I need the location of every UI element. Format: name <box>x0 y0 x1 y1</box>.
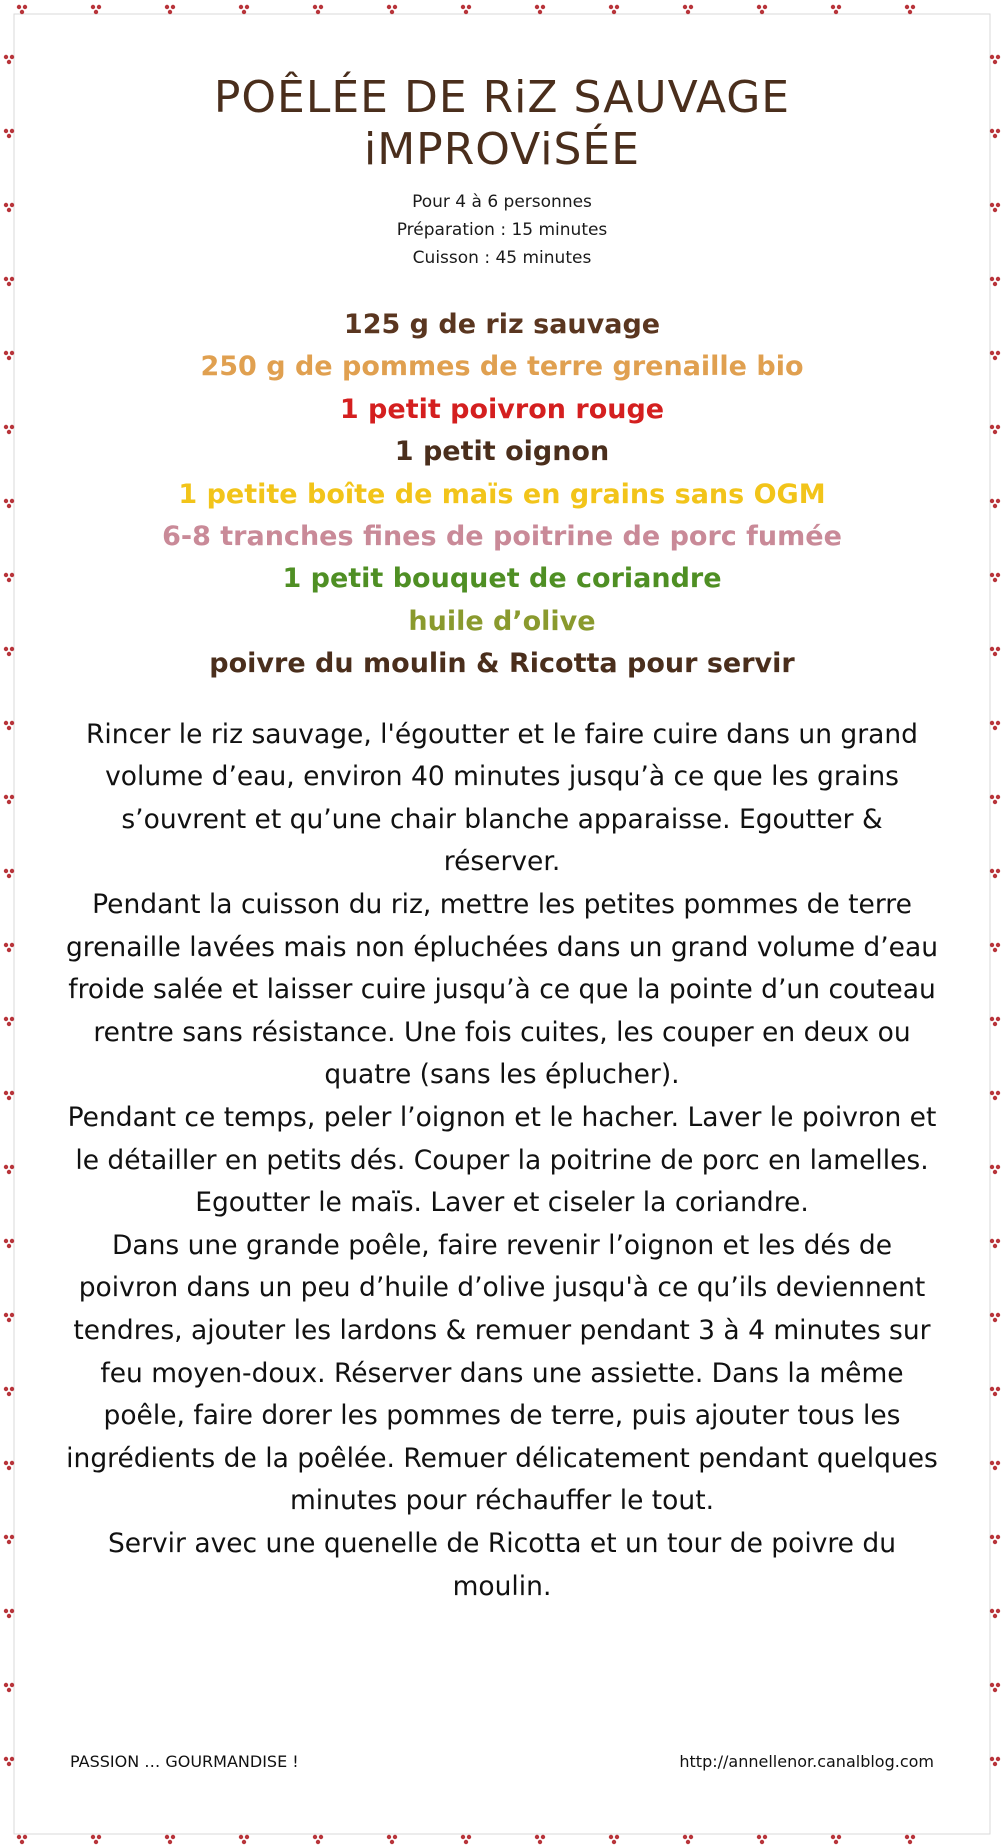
border-dot <box>10 1165 14 1169</box>
border-dot <box>467 5 471 9</box>
servings-text: Pour 4 à 6 personnes <box>412 192 592 212</box>
border-dot <box>993 578 997 582</box>
border-dot <box>612 10 616 14</box>
border-dot <box>996 1239 1000 1243</box>
border-dot <box>4 721 8 725</box>
border-dot <box>10 1535 14 1539</box>
border-dot <box>168 10 172 14</box>
border-dot <box>993 1466 997 1470</box>
border-dot <box>165 1835 169 1839</box>
border-dot <box>390 1840 394 1844</box>
border-dot <box>993 504 997 508</box>
border-dot <box>908 10 912 14</box>
border-dot <box>993 874 997 878</box>
border-dot <box>464 10 468 14</box>
border-dot <box>4 1757 8 1761</box>
border-dot <box>10 1609 14 1613</box>
border-dot <box>763 1835 767 1839</box>
border-dot <box>993 356 997 360</box>
border-dot <box>993 60 997 64</box>
border-dot <box>686 1840 690 1844</box>
border-dot <box>996 795 1000 799</box>
border-dot <box>10 1017 14 1021</box>
footer-tagline: PASSION … GOURMANDISE ! <box>70 1752 299 1771</box>
border-dot <box>10 351 14 355</box>
border-dot <box>10 55 14 59</box>
border-dot <box>996 1683 1000 1687</box>
border-dot <box>760 10 764 14</box>
border-dot <box>993 282 997 286</box>
border-dot <box>990 647 994 651</box>
border-dot <box>990 573 994 577</box>
border-dot <box>990 1313 994 1317</box>
border-dot <box>689 5 693 9</box>
border-dot <box>990 1017 994 1021</box>
border-dot <box>10 869 14 873</box>
border-dot <box>757 5 761 9</box>
border-dot <box>990 1165 994 1169</box>
border-dot <box>387 1835 391 1839</box>
border-dot <box>313 5 317 9</box>
border-dot <box>996 425 1000 429</box>
border-dot <box>609 5 613 9</box>
border-dot <box>10 425 14 429</box>
border-dot <box>7 356 11 360</box>
border-dot <box>996 1017 1000 1021</box>
border-dot <box>7 134 11 138</box>
border-dot <box>993 1540 997 1544</box>
border-dot <box>461 1835 465 1839</box>
border-dot <box>467 1835 471 1839</box>
border-dot <box>17 5 21 9</box>
border-dot <box>996 1535 1000 1539</box>
border-dot <box>996 1461 1000 1465</box>
border-dot <box>4 203 8 207</box>
border-dot <box>319 1835 323 1839</box>
border-dot <box>538 10 542 14</box>
border-dot <box>831 5 835 9</box>
border-dot <box>541 5 545 9</box>
border-dot <box>993 948 997 952</box>
border-dot <box>4 351 8 355</box>
border-dot <box>10 499 14 503</box>
border-dot <box>996 1757 1000 1761</box>
ingredient-item: 6-8 tranches fines de poitrine de porc fumée <box>162 521 842 553</box>
border-dot <box>171 1835 175 1839</box>
border-dot <box>760 1840 764 1844</box>
recipe-meta <box>40 188 964 272</box>
border-dot <box>990 1535 994 1539</box>
border-dot <box>993 800 997 804</box>
border-dot <box>7 1244 11 1248</box>
border-dot <box>313 1835 317 1839</box>
border-dot <box>10 721 14 725</box>
border-dot <box>993 1244 997 1248</box>
border-dot <box>316 10 320 14</box>
border-dot <box>10 1239 14 1243</box>
border-dot <box>17 1835 21 1839</box>
border-dot <box>996 1313 1000 1317</box>
border-dot <box>996 647 1000 651</box>
border-dot <box>4 869 8 873</box>
border-dot <box>689 1835 693 1839</box>
border-dot <box>165 5 169 9</box>
border-dot <box>4 1535 8 1539</box>
border-dot <box>990 1757 994 1761</box>
border-dot <box>4 943 8 947</box>
border-dot <box>10 795 14 799</box>
border-dot <box>908 1840 912 1844</box>
border-dot <box>7 1392 11 1396</box>
border-dot <box>996 277 1000 281</box>
border-dot <box>990 869 994 873</box>
border-dot <box>763 5 767 9</box>
border-dot <box>535 5 539 9</box>
border-dot <box>535 1835 539 1839</box>
border-dot <box>10 1683 14 1687</box>
border-dot <box>393 5 397 9</box>
cook-time-text: Cuisson : 45 minutes <box>412 248 592 268</box>
border-dot <box>996 351 1000 355</box>
border-dot <box>990 721 994 725</box>
border-dot <box>996 499 1000 503</box>
border-dot <box>990 1683 994 1687</box>
border-dot <box>990 351 994 355</box>
border-dot <box>7 60 11 64</box>
instructions <box>62 714 942 1608</box>
border-dot <box>4 1313 8 1317</box>
border-dot <box>990 943 994 947</box>
border-dot <box>7 652 11 656</box>
border-dot <box>239 5 243 9</box>
border-dot <box>245 5 249 9</box>
border-dot <box>10 1313 14 1317</box>
border-dot <box>7 1614 11 1618</box>
border-dot <box>831 1835 835 1839</box>
border-dot <box>990 203 994 207</box>
border-dot <box>319 5 323 9</box>
border-dot <box>683 5 687 9</box>
border-dot <box>4 1239 8 1243</box>
border-dot <box>757 1835 761 1839</box>
border-dot <box>10 1461 14 1465</box>
border-dot <box>837 5 841 9</box>
border-dot <box>911 1835 915 1839</box>
border-dot <box>4 129 8 133</box>
border-dot <box>990 1091 994 1095</box>
border-dot <box>686 10 690 14</box>
border-dot <box>7 1762 11 1766</box>
ingredient-item: huile d’olive <box>408 605 596 637</box>
border-dot <box>4 425 8 429</box>
border-dot <box>996 1165 1000 1169</box>
border-dot <box>993 1688 997 1692</box>
border-dot <box>7 578 11 582</box>
border-dot <box>993 1022 997 1026</box>
border-dot <box>996 721 1000 725</box>
recipe-title <box>40 72 964 176</box>
border-dot <box>171 5 175 9</box>
border-dot <box>990 277 994 281</box>
border-dot <box>7 1540 11 1544</box>
border-dot <box>7 1022 11 1026</box>
recipe-card <box>40 40 964 1808</box>
border-dot <box>4 795 8 799</box>
border-dot <box>4 573 8 577</box>
border-dot <box>996 55 1000 59</box>
border-dot <box>996 943 1000 947</box>
border-dot <box>7 1466 11 1470</box>
border-dot <box>996 129 1000 133</box>
ingredient-item: poivre du moulin & Ricotta pour servir <box>209 648 795 680</box>
border-dot <box>10 647 14 651</box>
border-dot <box>993 208 997 212</box>
border-dot <box>993 1096 997 1100</box>
border-dot <box>911 5 915 9</box>
border-dot <box>541 1835 545 1839</box>
border-dot <box>242 1840 246 1844</box>
border-dot <box>996 573 1000 577</box>
border-dot <box>990 129 994 133</box>
border-dot <box>23 1835 27 1839</box>
border-dot <box>4 1461 8 1465</box>
border-dot <box>990 1461 994 1465</box>
border-dot <box>7 726 11 730</box>
border-dot <box>996 1387 1000 1391</box>
border-dot <box>20 1840 24 1844</box>
border-dot <box>996 869 1000 873</box>
instruction-paragraph: Servir avec une quenelle de Ricotta et un tour de poivre du moulin. <box>107 1527 897 1602</box>
ingredient-item: 125 g de riz sauvage <box>343 309 661 340</box>
border-dot <box>834 10 838 14</box>
border-dot <box>996 1609 1000 1613</box>
instruction-paragraph: Dans une grande poêle, faire revenir l’oignon et les dés de poivron dans un peu d’huile d’olive jusqu'à ce qu’ils deviennent tendres, ajouter les lardons & remuer pendant 3 à 4 minutes sur feu moyen-doux. Réserver dans une assiette. Dans la même poêle, faire dorer les pommes de terre, puis ajouter tous les ingrédients de la poêlée. Remuer délicatement pendant quelques minutes pour réchauffer le tout. <box>66 1229 938 1517</box>
border-dot <box>242 10 246 14</box>
border-dot <box>10 573 14 577</box>
border-dot <box>7 1096 11 1100</box>
border-dot <box>996 203 1000 207</box>
instruction-paragraph: Rincer le riz sauvage, l'égoutter et le faire cuire dans un grand volume d’eau, environ 40 minutes jusqu’à ce que les grains s’ouvrent et qu’une chair blanche apparaisse. Egoutter & réserver. <box>86 718 918 878</box>
border-dot <box>10 203 14 207</box>
ingredient-item: 1 petit poivron rouge <box>339 393 665 425</box>
border-dot <box>7 430 11 434</box>
border-dot <box>239 1835 243 1839</box>
ingredient-item: 1 petit bouquet de coriandre <box>282 563 722 595</box>
border-dot <box>990 55 994 59</box>
border-dot <box>834 1840 838 1844</box>
border-dot <box>996 1091 1000 1095</box>
border-dot <box>94 1840 98 1844</box>
border-dot <box>837 1835 841 1839</box>
border-dot <box>7 1170 11 1174</box>
border-dot <box>993 652 997 656</box>
border-dot <box>10 1387 14 1391</box>
border-dot <box>993 1170 997 1174</box>
recipe-title-line-2: iMPROViSÉE <box>363 124 641 175</box>
ingredient-item: 1 petit oignon <box>394 436 610 468</box>
border-dot <box>464 1840 468 1844</box>
border-dot <box>7 504 11 508</box>
border-dot <box>387 5 391 9</box>
border-dot <box>20 10 24 14</box>
border-dot <box>905 1835 909 1839</box>
page-footer <box>70 1752 934 1771</box>
border-dot <box>4 277 8 281</box>
border-dot <box>4 499 8 503</box>
border-dot <box>10 129 14 133</box>
border-dot <box>4 1091 8 1095</box>
border-dot <box>993 1318 997 1322</box>
footer-url: http://annellenor.canalblog.com <box>679 1752 934 1771</box>
border-dot <box>4 1609 8 1613</box>
border-dot <box>4 1165 8 1169</box>
border-dot <box>94 10 98 14</box>
border-dot <box>993 1762 997 1766</box>
border-dot <box>393 1835 397 1839</box>
border-dot <box>91 5 95 9</box>
border-dot <box>97 5 101 9</box>
ingredient-item: 1 petite boîte de maïs en grains sans OGM <box>178 478 826 510</box>
border-dot <box>7 948 11 952</box>
ingredient-item: 250 g de pommes de terre grenaille bio <box>200 351 804 383</box>
border-dot <box>245 1835 249 1839</box>
border-dot <box>990 1609 994 1613</box>
border-dot <box>10 943 14 947</box>
border-dot <box>4 55 8 59</box>
border-dot <box>538 1840 542 1844</box>
border-dot <box>993 430 997 434</box>
border-dot <box>993 726 997 730</box>
border-dot <box>4 647 8 651</box>
border-dot <box>990 795 994 799</box>
border-dot <box>4 1683 8 1687</box>
instruction-paragraph: Pendant ce temps, peler l’oignon et le hacher. Laver le poivron et le détailler en petits dés. Couper la poitrine de porc en lamelles. Egoutter le maïs. Laver et ciseler la coriandre. <box>67 1102 937 1219</box>
border-dot <box>390 10 394 14</box>
border-dot <box>993 1614 997 1618</box>
border-dot <box>10 1757 14 1761</box>
border-dot <box>7 1688 11 1692</box>
border-dot <box>97 1835 101 1839</box>
border-dot <box>905 5 909 9</box>
border-dot <box>91 1835 95 1839</box>
border-dot <box>7 282 11 286</box>
border-dot <box>7 800 11 804</box>
border-dot <box>10 1091 14 1095</box>
border-dot <box>990 425 994 429</box>
border-dot <box>612 1840 616 1844</box>
border-dot <box>4 1017 8 1021</box>
border-dot <box>4 1387 8 1391</box>
border-dot <box>10 277 14 281</box>
border-dot <box>993 134 997 138</box>
border-dot <box>7 1318 11 1322</box>
ingredients-list <box>40 304 964 686</box>
border-dot <box>7 208 11 212</box>
border-dot <box>461 5 465 9</box>
border-dot <box>993 1392 997 1396</box>
border-dot <box>683 1835 687 1839</box>
border-dot <box>990 499 994 503</box>
prep-time-text: Préparation : 15 minutes <box>396 220 608 240</box>
border-dot <box>168 1840 172 1844</box>
border-dot <box>990 1387 994 1391</box>
border-dot <box>990 1239 994 1243</box>
recipe-title-line-1: POÊLÉE DE RiZ SAUVAGE <box>213 72 791 123</box>
border-dot <box>23 5 27 9</box>
border-dot <box>316 1840 320 1844</box>
border-dot <box>615 5 619 9</box>
border-dot <box>615 1835 619 1839</box>
border-dot <box>7 874 11 878</box>
border-dot <box>609 1835 613 1839</box>
instruction-paragraph: Pendant la cuisson du riz, mettre les petites pommes de terre grenaille lavées mais non épluchées dans un grand volume d’eau froide salée et laisser cuire jusqu’à ce que la pointe d’un couteau rentre sans résistance. Une fois cuites, les couper en deux ou quatre (sans les éplucher). <box>65 889 939 1091</box>
